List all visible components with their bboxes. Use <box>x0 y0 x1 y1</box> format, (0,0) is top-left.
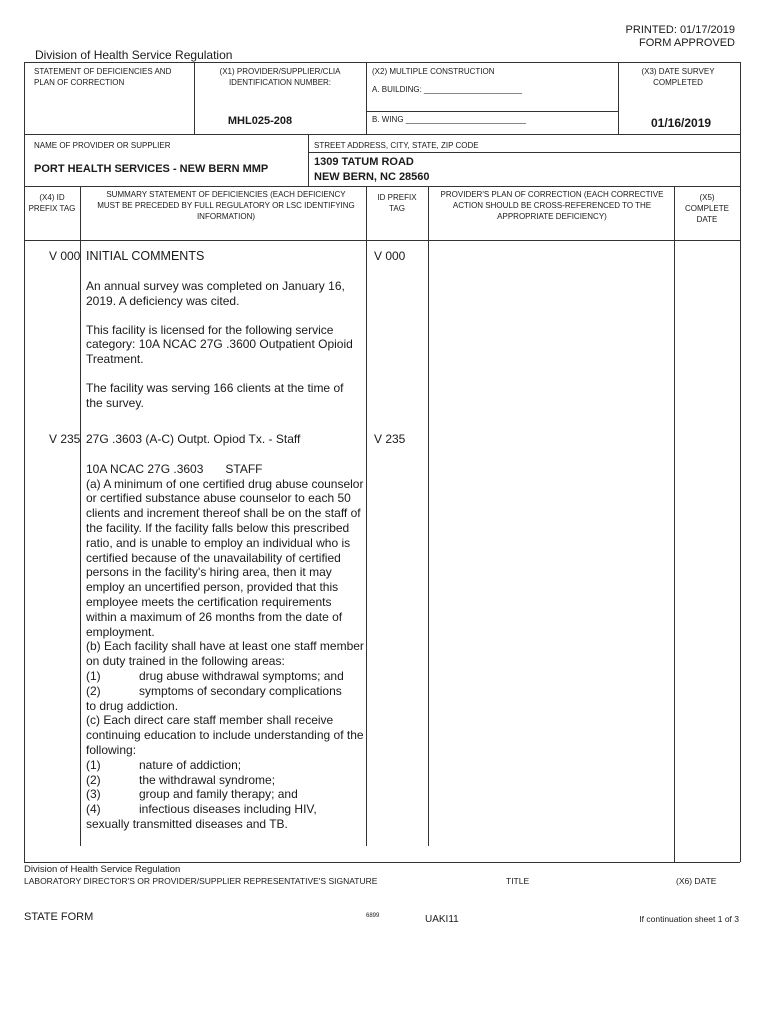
address-line1: 1309 TATUM ROAD <box>314 156 414 168</box>
col-id-header: ID PREFIX TAG <box>377 193 417 213</box>
building-field: A. BUILDING: ______________________ <box>372 85 522 94</box>
form-code: UAKI11 <box>425 914 459 925</box>
col-plan-header: PROVIDER'S PLAN OF CORRECTION (EACH CORRECTIVE ACTION SHOULD BE CROSS-REFERENCED TO THE APPROPRIATE DEFICIENCY) <box>440 190 664 221</box>
footer-agency: Division of Health Service Regulation <box>24 864 181 875</box>
rule-section-b: (b) Each facility shall have at least one staff member on duty trained in the following areas: <box>86 639 364 669</box>
rule-section-c: (c) Each direct care staff member shall receive continuing education to include understanding of the following: <box>86 713 364 757</box>
entry-title: INITIAL COMMENTS <box>86 249 205 263</box>
provider-name: PORT HEALTH SERVICES - NEW BERN MMP <box>34 163 269 175</box>
title-label: TITLE <box>506 876 530 886</box>
rule-section-a: (a) A minimum of one certified drug abuse counselor or certified substance abuse counselor to each 50 clients and increment thereof shall be on the staff of the facility. If the facility falls below this prescribed ratio, and is unable to employ an individual who is certified because of the unavailability of certified persons in the facility's hiring area, then it may employ an uncertified person, provided that this employee meets the certification requirements within a maximum of 26 months from the date of employment. <box>86 476 364 639</box>
entry-right-tag: V 235 <box>374 432 406 446</box>
list-item: (2) symptoms of secondary complications <box>86 683 342 698</box>
rule-heading <box>86 462 364 477</box>
provider-id: MHL025-208 <box>227 115 293 127</box>
x1-label: (X1) PROVIDER/SUPPLIER/CLIA IDENTIFICATION NUMBER: <box>219 67 341 87</box>
x2-label: (X2) MULTIPLE CONSTRUCTION <box>372 67 495 76</box>
rule-code: 10A NCAC 27G .3603 <box>86 461 204 476</box>
form-number: 6899 <box>366 913 380 919</box>
list-item-continuation: sexually transmitted diseases and TB. <box>86 816 288 831</box>
list-item: (1) drug abuse withdrawal symptoms; and <box>86 668 344 683</box>
col-x4-header: (X4) ID PREFIX TAG <box>28 193 76 213</box>
list-item: (3) group and family therapy; and <box>86 787 298 802</box>
printed-date: PRINTED: 01/17/2019 <box>625 24 735 36</box>
wing-field: B. WING ___________________________ <box>372 115 526 124</box>
entry-paragraph: This facility is licensed for the following service category: 10A NCAC 27G .3600 Outpatient Opioid Treatment. <box>86 322 353 367</box>
provider-name-label: NAME OF PROVIDER OR SUPPLIER <box>34 141 171 150</box>
entry-body <box>86 432 364 832</box>
entry-paragraph: The facility was serving 166 clients at the time of the survey. <box>86 380 344 410</box>
entry-right-tag: V 000 <box>374 249 406 263</box>
signature-label: LABORATORY DIRECTOR'S OR PROVIDER/SUPPLIER REPRESENTATIVE'S SIGNATURE <box>24 876 378 886</box>
list-item: (1) nature of addiction; <box>86 757 242 772</box>
entry-title: 27G .3603 (A-C) Outpt. Opiod Tx. - Staff <box>86 432 301 446</box>
list-item-continuation: to drug addiction. <box>86 698 179 713</box>
survey-date: 01/16/2019 <box>651 116 712 130</box>
entry-body <box>86 249 362 425</box>
entry-paragraph: An annual survey was completed on January 16, 2019. A deficiency was cited. <box>86 279 345 308</box>
continuation-sheet: If continuation sheet 1 of 3 <box>639 914 739 924</box>
col-x5-header: (X5) COMPLETE DATE <box>684 193 729 224</box>
entry-tag: V 235 <box>49 432 81 446</box>
date-label: (X6) DATE <box>676 876 717 886</box>
x3-label: (X3) DATE SURVEY COMPLETED <box>641 67 715 87</box>
state-form-label: STATE FORM <box>24 911 94 923</box>
entry-tag: V 000 <box>49 249 81 263</box>
col-summary-header: SUMMARY STATEMENT OF DEFICIENCIES (EACH DEFICIENCY MUST BE PRECEDED BY FULL REGULATORY OR LSC IDENTIFYING INFORMATION) <box>97 190 355 221</box>
rule-title: STAFF <box>225 461 263 476</box>
list-item: (2) the withdrawal syndrome; <box>86 772 276 787</box>
agency-name: Division of Health Service Regulation <box>35 48 233 62</box>
list-item: (4) infectious diseases including HIV, <box>86 802 317 817</box>
form-approved: FORM APPROVED <box>639 37 735 49</box>
statement-label: STATEMENT OF DEFICIENCIES AND PLAN OF CORRECTION <box>34 67 172 87</box>
address-line2: NEW BERN, NC 28560 <box>314 171 430 183</box>
address-label: STREET ADDRESS, CITY, STATE, ZIP CODE <box>314 141 479 150</box>
